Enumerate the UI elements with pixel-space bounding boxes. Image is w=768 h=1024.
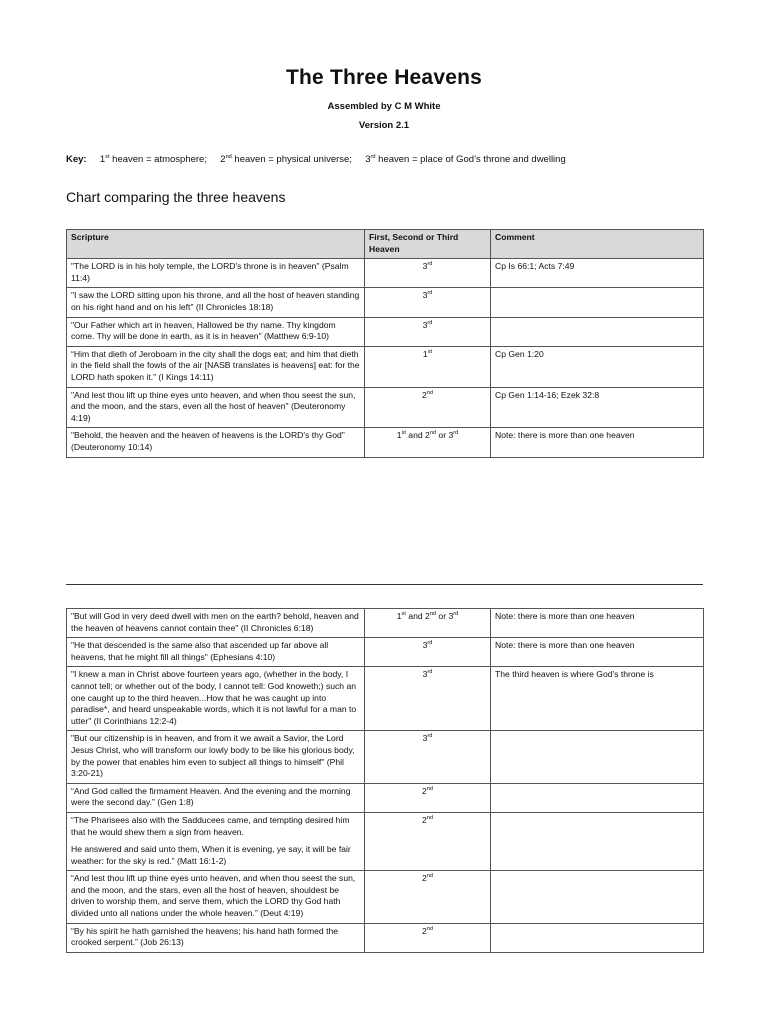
comment-cell xyxy=(491,812,704,870)
comment-cell xyxy=(491,731,704,783)
heaven-cell: 2nd xyxy=(365,871,491,923)
scripture-text: "He that descended is the same also that ascended up far above all heavens, that he might fill all things" (Ephesians 4:10) xyxy=(71,640,329,662)
table-row xyxy=(67,259,704,288)
scripture-cell xyxy=(67,346,365,387)
comment-cell xyxy=(491,783,704,812)
comment-cell: Note: there is more than one heaven xyxy=(491,609,704,638)
comment-cell: Cp Gen 1:14-16; Ezek 32:8 xyxy=(491,387,704,428)
heaven-cell: 1st and 2nd or 3rd xyxy=(365,609,491,638)
scripture-text: "I saw the LORD sitting upon his throne, and all the host of heaven standing on his right hand and on his left" (II Chronicles 18:18) xyxy=(71,290,360,312)
scripture-text: He answered and said unto them, When it is evening, ye say, it will be fair weather: for the sky is red.” (Matt 16:1-2) xyxy=(71,844,351,866)
scripture-text: “The Pharisees also with the Sadducees came, and tempting desired him that he would shew them a sign from heaven. xyxy=(71,814,350,837)
scripture-cell xyxy=(67,731,365,783)
document-title: The Three Heavens xyxy=(286,66,482,89)
table-row xyxy=(67,731,704,783)
scripture-text: "But our citizenship is in heaven, and from it we await a Savior, the Lord Jesus Christ, who will transform our lowly body to be like his glorious body, by the power that enables him even to subject all things to himself" (Phil 3:20-21) xyxy=(71,733,355,779)
key-item-2: 2nd heaven = physical universe; xyxy=(220,153,352,165)
heaven-cell: 2nd xyxy=(365,783,491,812)
section-title: Chart comparing the three heavens xyxy=(66,189,286,205)
table-row xyxy=(67,923,704,952)
comment-cell xyxy=(491,923,704,952)
heaven-cell: 3rd xyxy=(365,731,491,783)
scripture-text: "And lest thou lift up thine eyes unto heaven, and when thou seest the sun, and the moon, and the stars, even all the host of heaven" (Deuteronomy 4:19) xyxy=(71,389,356,423)
heaven-cell: 1st xyxy=(365,346,491,387)
scripture-cell xyxy=(67,259,365,288)
heavens-table-page-1 xyxy=(66,229,704,458)
scripture-text: "Our Father which art in heaven, Hallowed be thy name. Thy kingdom come. Thy will be done in earth, as it is in heaven" (Matthew 6:9-10) xyxy=(71,319,336,342)
scripture-cell xyxy=(67,923,365,952)
heaven-cell: 2nd xyxy=(365,387,491,428)
scripture-cell xyxy=(67,667,365,731)
table-row xyxy=(67,783,704,812)
table-row xyxy=(67,288,704,317)
scripture-text: "The LORD is in his holy temple, the LORD's throne is in heaven" (Psalm 11:4) xyxy=(71,261,349,283)
heaven-cell: 3rd xyxy=(365,259,491,288)
scripture-text: "I knew a man in Christ above fourteen years ago, (whether in the body, I cannot tell; or whether out of the body, I cannot tell: God knoweth;) such an one caught up to the third heaven...How that he was caught up into paradise*, and heard unspeakable words, which it is not lawful for a man to utter" (II Corinthians 12:2-4) xyxy=(71,669,357,726)
table-row xyxy=(67,638,704,667)
scripture-cell xyxy=(67,428,365,457)
scripture-cell xyxy=(67,317,365,346)
table-row xyxy=(67,346,704,387)
scripture-cell xyxy=(67,609,365,638)
table-row xyxy=(67,317,704,346)
header-comment: Comment xyxy=(491,230,704,259)
heaven-cell: 3rd xyxy=(365,288,491,317)
key-item-3: 3rd heaven = place of God’s throne and dwelling xyxy=(365,153,566,165)
heaven-cell: 3rd xyxy=(365,317,491,346)
scripture-text: “And God called the firmament Heaven. And the evening and the morning were the second day.” (Gen 1:8) xyxy=(71,785,351,808)
key-item-1: 1st heaven = atmosphere; xyxy=(99,153,207,165)
comment-cell: Note: there is more than one heaven xyxy=(491,638,704,667)
heavens-table-page-2 xyxy=(66,608,704,953)
scripture-cell xyxy=(67,783,365,812)
comment-cell: The third heaven is where God's throne is xyxy=(491,667,704,731)
comment-cell xyxy=(491,871,704,923)
key-label: Key: xyxy=(66,154,87,165)
document-author: Assembled by C M White xyxy=(327,101,441,112)
scripture-text: “And lest thou lift up thine eyes unto heaven, and when thou seest the sun, and the moon, and the stars, even all the host of heaven, shouldest be driven to worship them, and serve them, which the LORD thy God hath divided unto all nations under the whole heaven.” (Deut 4:19) xyxy=(71,873,356,919)
scripture-cell xyxy=(67,812,365,870)
table-row xyxy=(67,871,704,923)
document-version: Version 2.1 xyxy=(358,120,410,131)
table-row xyxy=(67,812,704,870)
heaven-cell: 3rd xyxy=(365,667,491,731)
scripture-text: “By his spirit he hath garnished the heavens; his hand hath formed the crooked serpent.” (Job 26:13) xyxy=(71,925,339,948)
table-row xyxy=(67,428,704,457)
scripture-text: "Behold, the heaven and the heaven of heavens is the LORD's thy God" (Deuteronomy 10:14) xyxy=(71,430,345,452)
table-row xyxy=(67,387,704,428)
heaven-cell: 2nd xyxy=(365,812,491,870)
comment-cell: Note: there is more than one heaven xyxy=(491,428,704,457)
table-row xyxy=(67,609,704,638)
header-heaven: First, Second or Third Heaven xyxy=(365,230,491,259)
scripture-text: "But will God in very deed dwell with men on the earth? behold, heaven and the heaven of heavens cannot contain thee" (II Chronicles 6:18) xyxy=(71,611,359,633)
header-scripture: Scripture xyxy=(67,230,365,259)
heaven-cell: 1st and 2nd or 3rd xyxy=(365,428,491,457)
page-break-divider xyxy=(66,584,703,585)
table-header-row xyxy=(67,230,704,259)
scripture-cell xyxy=(67,638,365,667)
comment-cell: Cp Is 66:1; Acts 7:49 xyxy=(491,259,704,288)
scripture-text: “Him that dieth of Jeroboam in the city shall the dogs eat; and him that dieth in the field shall the fowls of the air [NASB translates is heavens] eat: for the LORD hath spoken it.” (I Kings 14:11) xyxy=(71,348,360,382)
table-row xyxy=(67,667,704,731)
heaven-cell: 2nd xyxy=(365,923,491,952)
comment-cell: Cp Gen 1:20 xyxy=(491,346,704,387)
heaven-cell: 3rd xyxy=(365,638,491,667)
scripture-cell xyxy=(67,871,365,923)
scripture-cell xyxy=(67,288,365,317)
scripture-cell xyxy=(67,387,365,428)
heaven-key xyxy=(66,154,566,165)
comment-cell xyxy=(491,317,704,346)
comment-cell xyxy=(491,288,704,317)
